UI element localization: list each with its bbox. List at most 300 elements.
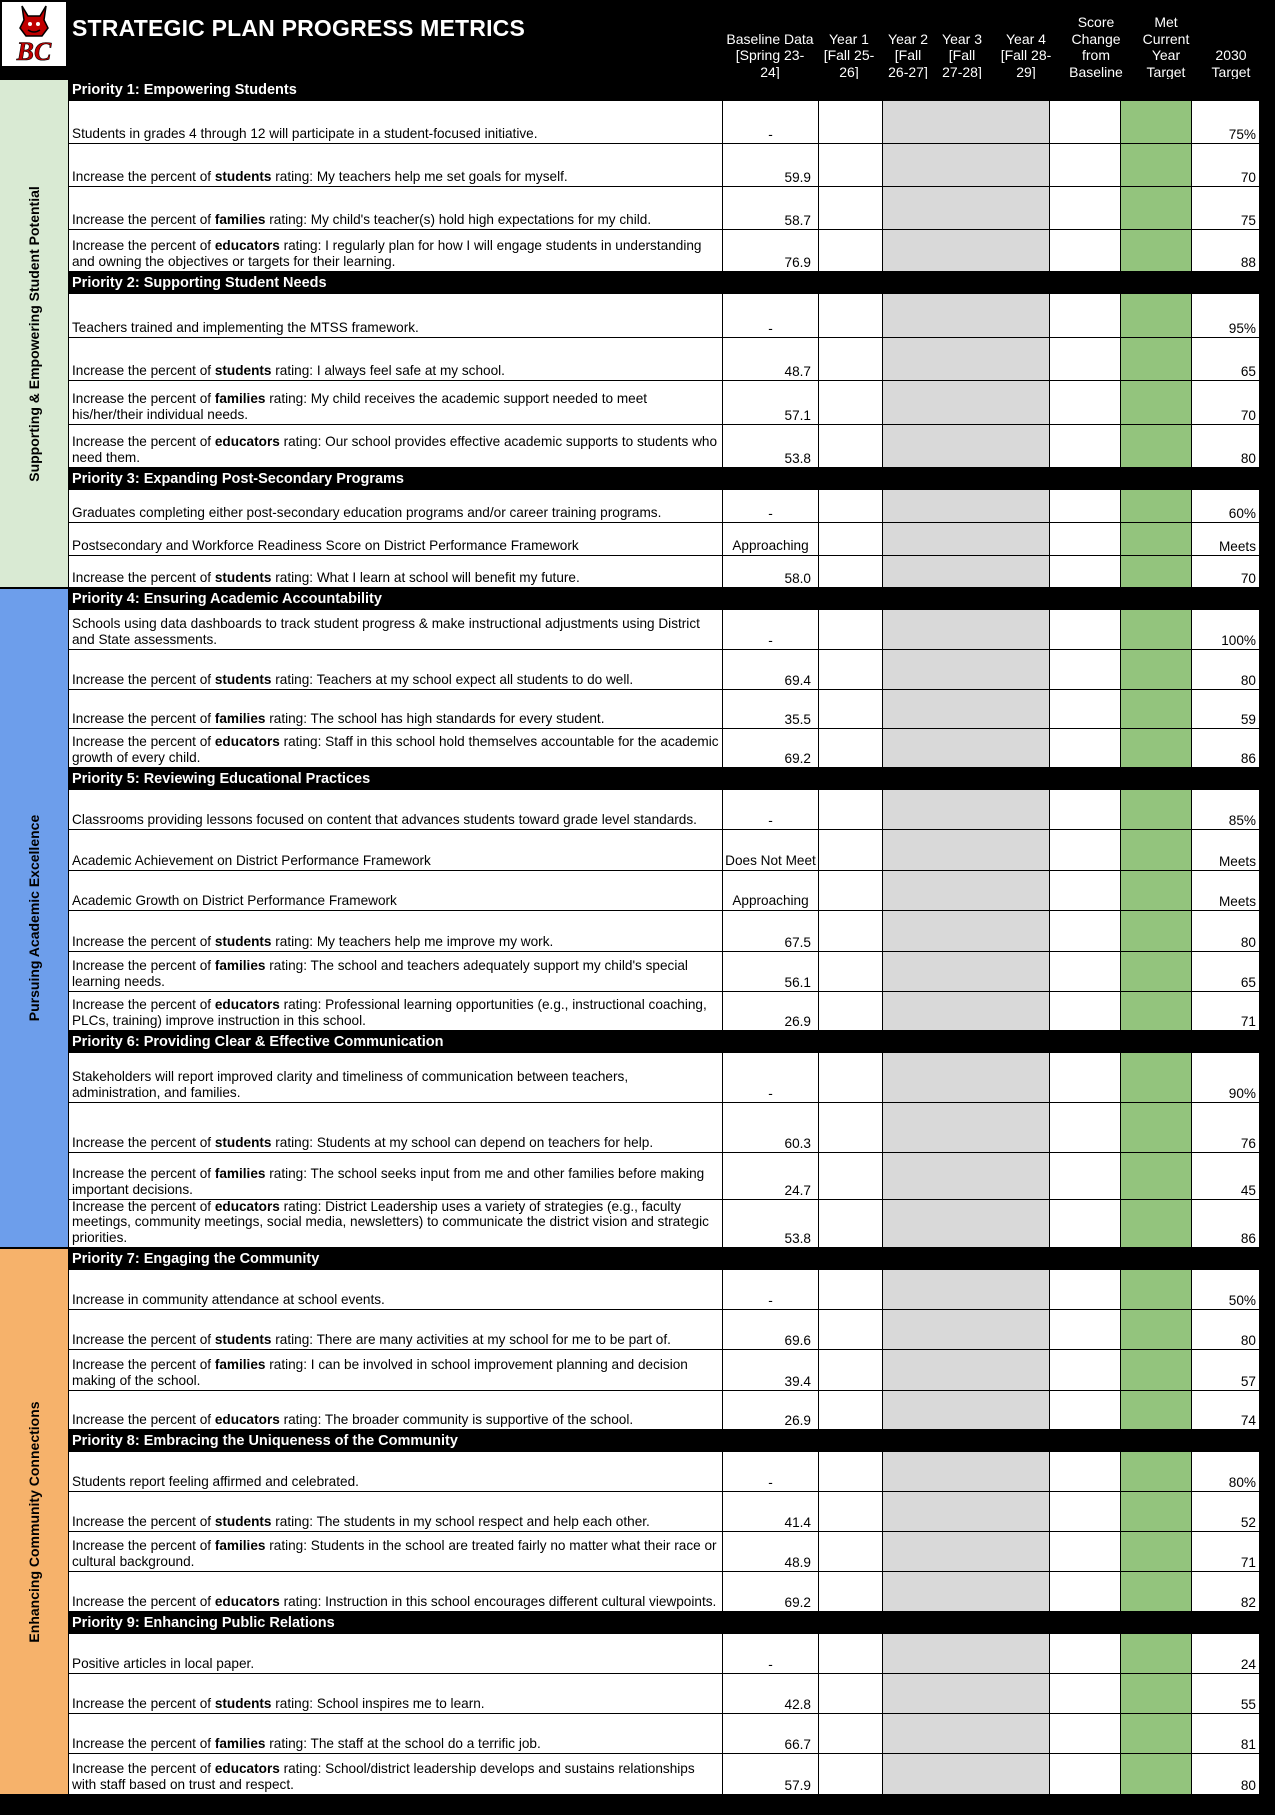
target-2030-value: 85% xyxy=(1192,790,1260,829)
target-2030-value: 75% xyxy=(1192,101,1260,143)
target-2030-value: 95% xyxy=(1192,294,1260,337)
score-change-cell xyxy=(1050,1103,1121,1152)
metric-text: Increase the percent of xyxy=(72,363,215,379)
priority-header: Priority 7: Engaging the Community xyxy=(69,1248,1260,1270)
metric-description xyxy=(69,1572,723,1611)
year1-cell xyxy=(819,1572,883,1611)
year4-cell xyxy=(988,1391,1050,1429)
year2-cell xyxy=(883,610,936,649)
metric-text: rating: The broader community is supportive of the school. xyxy=(279,1412,634,1428)
year1-cell xyxy=(819,1714,883,1753)
score-change-cell xyxy=(1050,1350,1121,1390)
metric-row xyxy=(69,1634,1260,1674)
col-header-met-target: Met Current Year Target xyxy=(1142,14,1190,80)
metric-text: Increase the percent of xyxy=(72,1594,215,1610)
target-2030-value: 100% xyxy=(1192,610,1260,649)
year1-cell xyxy=(819,338,883,380)
metric-row xyxy=(69,490,1260,523)
year4-cell xyxy=(988,101,1050,143)
year3-cell xyxy=(936,992,988,1030)
baseline-value: 58.7 xyxy=(723,187,819,229)
stakeholder-group: families xyxy=(214,711,266,727)
baseline-value: 42.8 xyxy=(723,1674,819,1713)
met-target-cell xyxy=(1121,1310,1192,1349)
metric-description xyxy=(69,650,723,689)
target-2030-value: Meets xyxy=(1192,523,1260,555)
stakeholder-group: families xyxy=(214,391,266,407)
baseline-value: 60.3 xyxy=(723,1103,819,1152)
baseline-value: 39.4 xyxy=(723,1350,819,1390)
score-change-cell xyxy=(1050,101,1121,143)
year4-cell xyxy=(988,1310,1050,1349)
pillar-community-connections xyxy=(0,1249,69,1794)
stakeholder-group: students xyxy=(214,1696,272,1712)
met-target-cell xyxy=(1121,911,1192,951)
year3-cell xyxy=(936,1754,988,1794)
metric-text: rating: Students in the school are treated fairly no matter what their race or cultural background. xyxy=(72,1538,717,1570)
score-change-cell xyxy=(1050,230,1121,271)
metric-text: rating: What I learn at school will benefit my future. xyxy=(271,570,580,586)
year1-cell xyxy=(819,294,883,337)
met-target-cell xyxy=(1121,1674,1192,1713)
stakeholder-group: families xyxy=(214,212,266,228)
year4-cell xyxy=(988,1270,1050,1309)
metric-row xyxy=(69,1200,1260,1248)
metric-row xyxy=(69,338,1260,381)
metric-row xyxy=(69,1452,1260,1492)
year4-cell xyxy=(988,1200,1050,1247)
score-change-cell xyxy=(1050,556,1121,587)
metric-row xyxy=(69,1053,1260,1103)
year2-cell xyxy=(883,523,936,555)
year4-cell xyxy=(988,1350,1050,1390)
year3-cell xyxy=(936,490,988,522)
metric-text: Increase the percent of xyxy=(72,1761,215,1777)
year2-cell xyxy=(883,992,936,1030)
metric-row xyxy=(69,144,1260,187)
met-target-cell xyxy=(1121,490,1192,522)
target-2030-value: Meets xyxy=(1192,830,1260,870)
year2-cell xyxy=(883,690,936,728)
year3-cell xyxy=(936,1391,988,1429)
year2-cell xyxy=(883,230,936,271)
score-change-cell xyxy=(1050,650,1121,689)
metric-text: Students in grades 4 through 12 will participate in a student-focused initiative. xyxy=(72,126,538,142)
year2-cell xyxy=(883,294,936,337)
target-2030-value: 45 xyxy=(1192,1153,1260,1199)
target-2030-value: 24 xyxy=(1192,1634,1260,1673)
baseline-value: - xyxy=(723,610,819,649)
stakeholder-group: students xyxy=(214,934,272,950)
year2-cell xyxy=(883,1200,936,1247)
metric-description xyxy=(69,952,723,991)
year3-cell xyxy=(936,952,988,991)
year4-cell xyxy=(988,187,1050,229)
year1-cell xyxy=(819,911,883,951)
metric-text: Increase the percent of xyxy=(72,934,215,950)
metric-description xyxy=(69,1053,723,1102)
priority-header: Priority 9: Enhancing Public Relations xyxy=(69,1612,1260,1634)
baseline-value: 66.7 xyxy=(723,1714,819,1753)
year4-cell xyxy=(988,1103,1050,1152)
priority-header: Priority 8: Embracing the Uniqueness of the Community xyxy=(69,1430,1260,1452)
baseline-value: 69.2 xyxy=(723,729,819,767)
year3-cell xyxy=(936,230,988,271)
score-change-cell xyxy=(1050,952,1121,991)
met-target-cell xyxy=(1121,790,1192,829)
metric-text: rating: Staff in this school hold themselves accountable for the academic growth of every child. xyxy=(72,734,719,766)
year2-cell xyxy=(883,911,936,951)
col-header-year1: Year 1 [Fall 25- 26] xyxy=(823,30,875,80)
baseline-value: 56.1 xyxy=(723,952,819,991)
metric-description xyxy=(69,1674,723,1713)
year3-cell xyxy=(936,610,988,649)
year4-cell xyxy=(988,294,1050,337)
col-header-score-change: Score Change from Baseline xyxy=(1069,14,1123,80)
met-target-cell xyxy=(1121,729,1192,767)
year4-cell xyxy=(988,1674,1050,1713)
metric-text: Increase the percent of xyxy=(72,1538,215,1554)
metric-row xyxy=(69,871,1260,911)
year1-cell xyxy=(819,425,883,467)
priority-header: Priority 2: Supporting Student Needs xyxy=(69,272,1260,294)
baseline-value: 48.9 xyxy=(723,1532,819,1571)
stakeholder-group: educators xyxy=(214,1594,280,1610)
metric-description xyxy=(69,556,723,587)
baseline-value: 41.4 xyxy=(723,1492,819,1531)
metric-text: Increase the percent of xyxy=(72,1357,215,1373)
score-change-cell xyxy=(1050,1310,1121,1349)
col-header-year2: Year 2 [Fall 26-27] xyxy=(888,30,928,80)
metric-text: Classrooms providing lessons focused on content that advances students toward grade level standards. xyxy=(72,812,697,828)
col-header-year3: Year 3 [Fall 27-28] xyxy=(942,30,982,80)
metric-text: Increase the percent of xyxy=(72,711,215,727)
year3-cell xyxy=(936,381,988,424)
metric-row xyxy=(69,1714,1260,1754)
year3-cell xyxy=(936,144,988,186)
year3-cell xyxy=(936,911,988,951)
metric-row xyxy=(69,1350,1260,1391)
year3-cell xyxy=(936,294,988,337)
met-target-cell xyxy=(1121,1153,1192,1199)
mascot-logo xyxy=(2,2,66,66)
target-2030-value: 80 xyxy=(1192,425,1260,467)
metric-row xyxy=(69,911,1260,952)
year2-cell xyxy=(883,790,936,829)
year1-cell xyxy=(819,830,883,870)
met-target-cell xyxy=(1121,871,1192,910)
met-target-cell xyxy=(1121,1270,1192,1309)
year1-cell xyxy=(819,1532,883,1571)
metric-text: rating: Instruction in this school encourages different cultural viewpoints. xyxy=(279,1594,717,1610)
year4-cell xyxy=(988,610,1050,649)
score-change-cell xyxy=(1050,1452,1121,1491)
baseline-value: 53.8 xyxy=(723,425,819,467)
metric-text: rating: The students in my school respect and help each other. xyxy=(271,1514,650,1530)
metric-text: Increase the percent of xyxy=(72,391,215,407)
year2-cell xyxy=(883,1492,936,1531)
pillar-label: Supporting & Empowering Student Potential xyxy=(26,185,42,482)
metric-row xyxy=(69,294,1260,338)
score-change-cell xyxy=(1050,523,1121,555)
met-target-cell xyxy=(1121,830,1192,870)
year1-cell xyxy=(819,690,883,728)
met-target-cell xyxy=(1121,1634,1192,1673)
year4-cell xyxy=(988,1634,1050,1673)
metric-text: Students report feeling affirmed and celebrated. xyxy=(72,1474,359,1490)
met-target-cell xyxy=(1121,101,1192,143)
score-change-cell xyxy=(1050,1200,1121,1247)
metric-description xyxy=(69,871,723,910)
metric-text: Increase the percent of xyxy=(72,570,215,586)
metric-text: Increase the percent of xyxy=(72,1412,215,1428)
metric-text: Increase the percent of xyxy=(72,434,215,450)
stakeholder-group: educators xyxy=(214,1412,280,1428)
baseline-value: 24.7 xyxy=(723,1153,819,1199)
year3-cell xyxy=(936,1572,988,1611)
baseline-value: 48.7 xyxy=(723,338,819,380)
metric-description xyxy=(69,1634,723,1673)
year2-cell xyxy=(883,556,936,587)
year2-cell xyxy=(883,338,936,380)
metric-description xyxy=(69,790,723,829)
score-change-cell xyxy=(1050,871,1121,910)
year4-cell xyxy=(988,871,1050,910)
met-target-cell xyxy=(1121,992,1192,1030)
year3-cell xyxy=(936,1714,988,1753)
score-change-cell xyxy=(1050,187,1121,229)
baseline-value: - xyxy=(723,1053,819,1102)
stakeholder-group: students xyxy=(214,672,272,688)
metric-text: Increase the percent of xyxy=(72,1736,215,1752)
metric-description xyxy=(69,1153,723,1199)
metric-text: rating: Teachers at my school expect all students to do well. xyxy=(271,672,634,688)
priority-header: Priority 4: Ensuring Academic Accountability xyxy=(69,588,1260,610)
metric-text: Increase the percent of xyxy=(72,1514,215,1530)
metric-row xyxy=(69,101,1260,144)
year3-cell xyxy=(936,871,988,910)
year1-cell xyxy=(819,1350,883,1390)
met-target-cell xyxy=(1121,381,1192,424)
metric-description xyxy=(69,830,723,870)
metric-description xyxy=(69,1200,723,1247)
metric-text: rating: The school and teachers adequately support my child's special learning needs. xyxy=(72,958,688,990)
year1-cell xyxy=(819,1391,883,1429)
met-target-cell xyxy=(1121,1391,1192,1429)
baseline-value: 58.0 xyxy=(723,556,819,587)
year3-cell xyxy=(936,729,988,767)
metric-description xyxy=(69,187,723,229)
year2-cell xyxy=(883,1270,936,1309)
met-target-cell xyxy=(1121,1350,1192,1390)
baseline-value: - xyxy=(723,294,819,337)
baseline-value: 26.9 xyxy=(723,1391,819,1429)
score-change-cell xyxy=(1050,1492,1121,1531)
year3-cell xyxy=(936,1053,988,1102)
stakeholder-group: families xyxy=(214,1166,266,1182)
target-2030-value: 52 xyxy=(1192,1492,1260,1531)
year1-cell xyxy=(819,1452,883,1491)
baseline-value: 69.4 xyxy=(723,650,819,689)
metric-text: rating: I regularly plan for how I will engage students in understanding and owning the objectives or targets for their learning. xyxy=(72,238,702,270)
baseline-value: 76.9 xyxy=(723,230,819,271)
baseline-value: Does Not Meet xyxy=(723,830,819,870)
year1-cell xyxy=(819,1200,883,1247)
year1-cell xyxy=(819,490,883,522)
metric-text: Increase the percent of xyxy=(72,734,215,750)
year4-cell xyxy=(988,1492,1050,1531)
baseline-value: - xyxy=(723,490,819,522)
year4-cell xyxy=(988,230,1050,271)
metric-row xyxy=(69,610,1260,650)
year3-cell xyxy=(936,1532,988,1571)
year2-cell xyxy=(883,1714,936,1753)
metric-description xyxy=(69,1310,723,1349)
met-target-cell xyxy=(1121,425,1192,467)
year3-cell xyxy=(936,101,988,143)
metric-row xyxy=(69,381,1260,425)
year4-cell xyxy=(988,952,1050,991)
met-target-cell xyxy=(1121,1532,1192,1571)
metric-text: rating: The school has high standards for every student. xyxy=(265,711,605,727)
year2-cell xyxy=(883,1350,936,1390)
year4-cell xyxy=(988,830,1050,870)
priority-header: Priority 3: Expanding Post-Secondary Programs xyxy=(69,468,1260,490)
target-2030-value: 55 xyxy=(1192,1674,1260,1713)
metric-text: rating: The school seeks input from me and other families before making important decisions. xyxy=(72,1166,705,1198)
target-2030-value: 70 xyxy=(1192,556,1260,587)
metric-row xyxy=(69,729,1260,768)
metric-description xyxy=(69,294,723,337)
met-target-cell xyxy=(1121,1103,1192,1152)
year2-cell xyxy=(883,1572,936,1611)
year4-cell xyxy=(988,911,1050,951)
year4-cell xyxy=(988,1452,1050,1491)
metric-row xyxy=(69,1391,1260,1430)
year4-cell xyxy=(988,1053,1050,1102)
target-2030-value: 59 xyxy=(1192,690,1260,728)
stakeholder-group: students xyxy=(214,1332,272,1348)
metric-row xyxy=(69,790,1260,830)
score-change-cell xyxy=(1050,911,1121,951)
metric-row xyxy=(69,952,1260,992)
target-2030-value: 70 xyxy=(1192,381,1260,424)
year1-cell xyxy=(819,187,883,229)
year1-cell xyxy=(819,790,883,829)
year2-cell xyxy=(883,1153,936,1199)
stakeholder-group: families xyxy=(214,1736,266,1752)
pillar-label: Enhancing Community Connections xyxy=(26,1400,42,1643)
year2-cell xyxy=(883,187,936,229)
metric-description xyxy=(69,1103,723,1152)
score-change-cell xyxy=(1050,1270,1121,1309)
metric-row xyxy=(69,1674,1260,1714)
year4-cell xyxy=(988,729,1050,767)
metric-text: Increase the percent of xyxy=(72,1166,215,1182)
metric-text: Increase the percent of xyxy=(72,1135,215,1151)
target-2030-value: 86 xyxy=(1192,1200,1260,1247)
baseline-value: 69.6 xyxy=(723,1310,819,1349)
year4-cell xyxy=(988,650,1050,689)
year2-cell xyxy=(883,1310,936,1349)
stakeholder-group: students xyxy=(214,1135,272,1151)
score-change-cell xyxy=(1050,1153,1121,1199)
year2-cell xyxy=(883,1532,936,1571)
year4-cell xyxy=(988,381,1050,424)
metric-text: Increase the percent of xyxy=(72,672,215,688)
metric-row xyxy=(69,1103,1260,1153)
metric-text: rating: Professional learning opportunities (e.g., instructional coaching, PLCs, training) improve instruction in this school. xyxy=(72,997,707,1029)
target-2030-value: 82 xyxy=(1192,1572,1260,1611)
metric-description xyxy=(69,144,723,186)
year2-cell xyxy=(883,830,936,870)
score-change-cell xyxy=(1050,1053,1121,1102)
met-target-cell xyxy=(1121,690,1192,728)
metric-text: Positive articles in local paper. xyxy=(72,1656,255,1672)
year1-cell xyxy=(819,1492,883,1531)
met-target-cell xyxy=(1121,144,1192,186)
score-change-cell xyxy=(1050,610,1121,649)
met-target-cell xyxy=(1121,1572,1192,1611)
year4-cell xyxy=(988,790,1050,829)
logo-bc-lettering: BC xyxy=(16,37,52,66)
met-target-cell xyxy=(1121,1200,1192,1247)
year3-cell xyxy=(936,650,988,689)
year1-cell xyxy=(819,952,883,991)
metric-text: rating: My teachers help me set goals for myself. xyxy=(271,169,568,185)
metric-text: Increase the percent of xyxy=(72,1696,215,1712)
target-2030-value: 57 xyxy=(1192,1350,1260,1390)
metric-text: Schools using data dashboards to track student progress & make instructional adjustments using District and State assessments. xyxy=(72,616,700,648)
target-2030-value: 80 xyxy=(1192,911,1260,951)
pillar-student-potential xyxy=(0,80,69,587)
target-2030-value: 80% xyxy=(1192,1452,1260,1491)
col-header-year4: Year 4 [Fall 28- 29] xyxy=(1000,30,1052,80)
metric-text: rating: I always feel safe at my school. xyxy=(271,363,505,379)
metric-description xyxy=(69,101,723,143)
baseline-value: Approaching xyxy=(723,523,819,555)
year3-cell xyxy=(936,338,988,380)
metric-text: rating: I can be involved in school improvement planning and decision making of the school. xyxy=(72,1357,688,1389)
score-change-cell xyxy=(1050,1572,1121,1611)
priority-header: Priority 6: Providing Clear & Effective Communication xyxy=(69,1031,1260,1053)
target-2030-value: 65 xyxy=(1192,952,1260,991)
year1-cell xyxy=(819,1634,883,1673)
metric-text: rating: School inspires me to learn. xyxy=(271,1696,485,1712)
year1-cell xyxy=(819,1754,883,1794)
year1-cell xyxy=(819,610,883,649)
met-target-cell xyxy=(1121,187,1192,229)
metric-text: Increase the percent of xyxy=(72,1332,215,1348)
score-change-cell xyxy=(1050,830,1121,870)
metric-description xyxy=(69,1754,723,1794)
year4-cell xyxy=(988,1572,1050,1611)
year1-cell xyxy=(819,871,883,910)
stakeholder-group: educators xyxy=(214,238,280,254)
year1-cell xyxy=(819,523,883,555)
year4-cell xyxy=(988,425,1050,467)
year4-cell xyxy=(988,144,1050,186)
met-target-cell xyxy=(1121,952,1192,991)
baseline-value: - xyxy=(723,1270,819,1309)
metric-text: Postsecondary and Workforce Readiness Score on District Performance Framework xyxy=(72,538,579,554)
score-change-cell xyxy=(1050,1714,1121,1753)
year2-cell xyxy=(883,952,936,991)
metric-description xyxy=(69,1270,723,1309)
score-change-cell xyxy=(1050,1754,1121,1794)
stakeholder-group: families xyxy=(214,1538,266,1554)
year4-cell xyxy=(988,1532,1050,1571)
